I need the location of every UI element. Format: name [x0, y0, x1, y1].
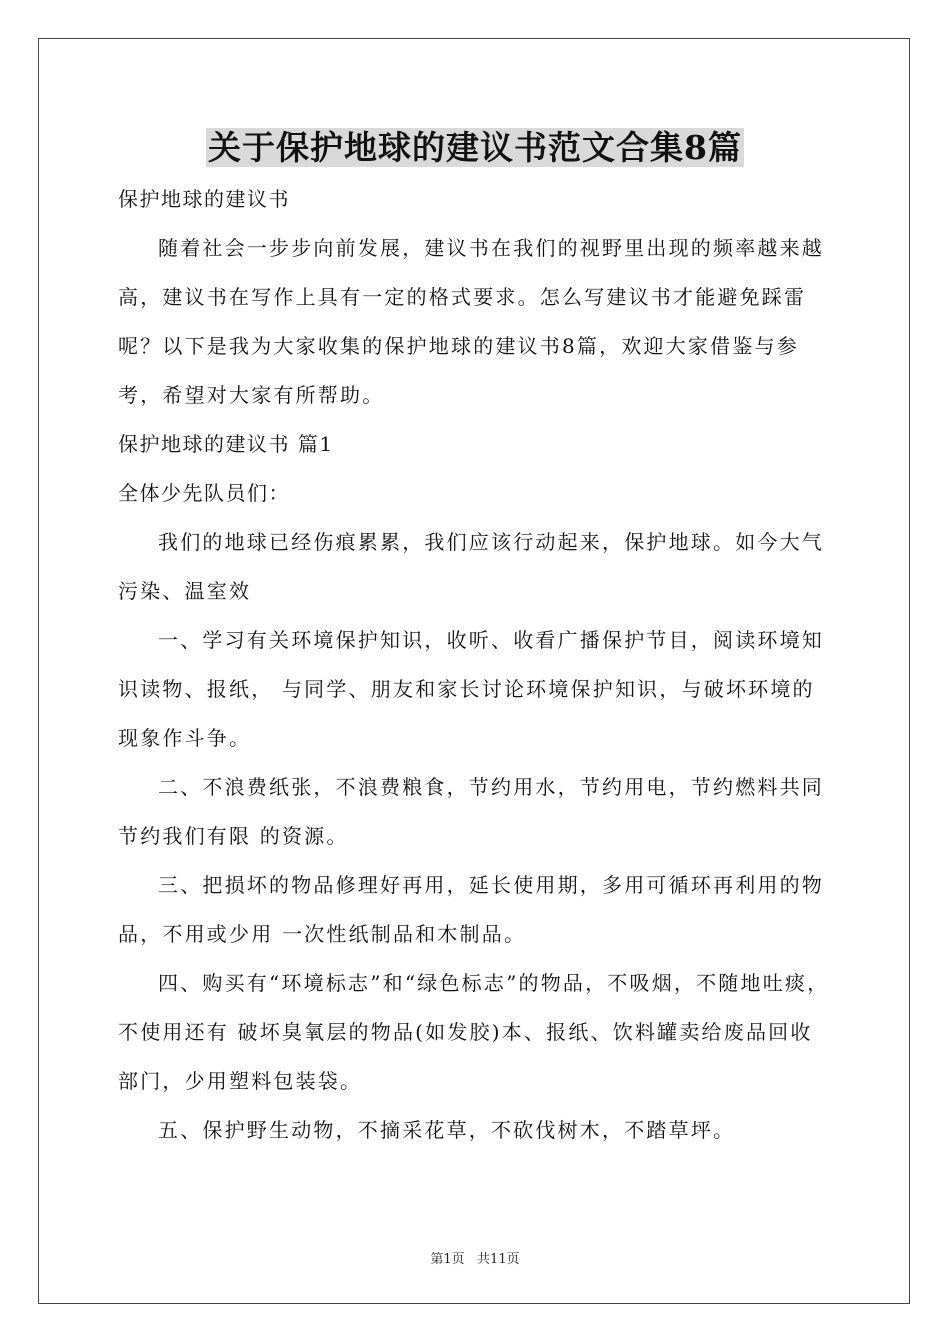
intro-paragraph: 随着社会一步步向前发展，建议书在我们的视野里出现的频率越来越高，建议书在写作上具有一定的格式要求。怎么写建议书才能避免踩雷呢？以下是我为大家收集的保护地球的建议书8篇，欢迎大家借鉴与参考，希望对大家有所帮助。 — [118, 236, 824, 407]
document-body — [118, 175, 834, 1155]
page-number: 第1页 共11页 — [430, 1252, 520, 1267]
document-title-text: 关于保护地球的建议书范文合集8篇 — [208, 128, 742, 167]
list-item-paragraph: 四、购买有“环境标志”和“绿色标志”的物品，不吸烟，不随地吐痰，不使用还有 破坏臭氧层的物品(如发胶)本、报纸、饮料罐卖给废品回收部门，少用塑料包装袋。 — [118, 971, 830, 1093]
section-heading: 保护地球的建议书 篇1 — [118, 432, 334, 456]
section-heading: 保护地球的建议书 — [118, 187, 290, 211]
list-item-paragraph: 一、学习有关环境保护知识，收听、收看广播保护节目，阅读环境知识读物、报纸， 与同学、朋友和家长讨论环境保护知识，与破坏环境的现象作斗争。 — [118, 628, 824, 750]
document-title — [0, 126, 950, 170]
list-item-paragraph: 三、把损坏的物品修理好再用，延长使用期，多用可循环再利用的物品，不用或少用 一次性纸制品和木制品。 — [118, 873, 824, 946]
list-item-paragraph: 五、保护野生动物，不摘采花草，不砍伐树木，不踏草坪。 — [158, 1118, 736, 1142]
salutation: 全体少先队员们： — [118, 481, 290, 505]
list-item-paragraph: 二、不浪费纸张，不浪费粮食，节约用水，节约用电，节约燃料共同节约我们有限 的资源。 — [118, 775, 824, 848]
page-footer — [0, 1248, 950, 1267]
body-paragraph: 我们的地球已经伤痕累累，我们应该行动起来，保护地球。如今大气污染、温室效 — [118, 530, 824, 603]
